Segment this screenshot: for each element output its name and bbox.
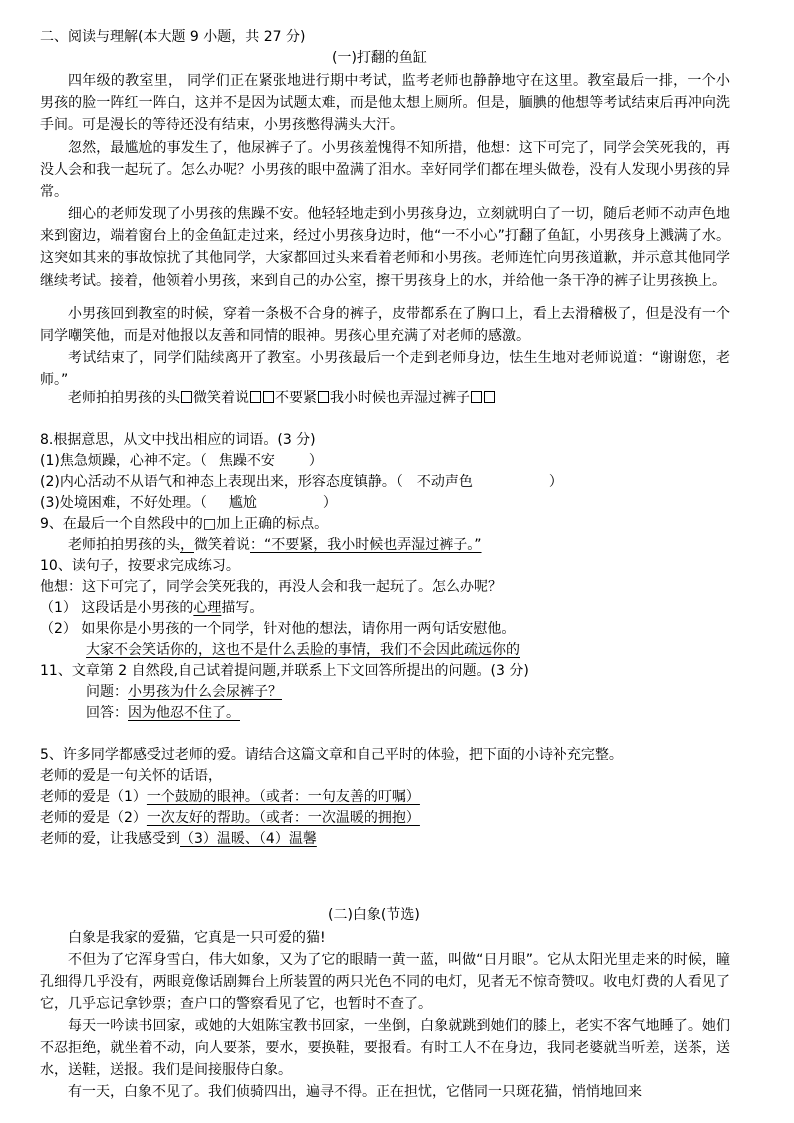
- passage2-paragraph: 有一天，白象不见了。我们侦骑四出，遍寻不得。正在担忧，它偕同一只斑花猫，悄悄地回来: [68, 1084, 642, 1100]
- q9-stem: 9、在最后一个自然段中的□加上正确的标点。: [40, 516, 329, 532]
- q5-line-1: 老师的爱是一句关怀的话语，: [40, 768, 222, 784]
- text-part: 老师拍拍男孩的头: [68, 537, 180, 553]
- q8-item-1: [40, 452, 323, 470]
- passage1-paragraph: 四年级的教室里， 同学们正在紧张地进行期中考试，监考老师也静静地守在这里。教室最后一排，一个小男孩的脸一阵红一阵白，这并不是因为试题太难，而是他太想上厕所。但是，腼腆的他想等考试结束后再冲向洗手间。可是漫长的等待还没有结束，小男孩憋得满头大汗。: [40, 73, 730, 134]
- q10-sub1: [40, 599, 263, 617]
- q8-close: ）: [322, 495, 337, 511]
- text-part: 我小时候也弄湿过裤子: [330, 390, 470, 406]
- passage2-paragraph: 不但为了它浑身雪白，伟大如象，又为了它的眼睛一黄一蓝，叫做“日月眼”。它从太阳光里走来的时候，瞳孔细得几乎没有，两眼竟像话剧舞台上所装置的两只光色不同的电灯，见者无不惊奇赞叹。收电灯费的人看见了它，几乎忘记拿钞票；查户口的警察看见了它，也暂时不查了。: [40, 952, 730, 1013]
- q8-item-3: [40, 494, 337, 512]
- q11-stem: 11、文章第 2 自然段,自己试着提问题,并联系上下文回答所提出的问题。(3 分): [40, 663, 529, 679]
- q8-item-2: [40, 473, 563, 491]
- q9-answer-mark: ，: [180, 537, 194, 553]
- passage2-paragraph: 每天一吟读书回家，或她的大姐陈宝教书回家，一坐倒，白象就跳到她们的膝上，老实不客气地睡了。她们不忍拒绝，就坐着不动，向人要茶，要水，要换鞋，要报看。有时工人不在身边，我同老婆就当听差，送茶，送水，送鞋，送报。我们是间接服侍白象。: [40, 1018, 730, 1079]
- text-part: 老师的爱，让我感受到: [40, 831, 180, 847]
- q8-close: ）: [308, 453, 323, 469]
- q8-stem: 8.根据意思，从文中找出相应的词语。(3 分): [40, 432, 316, 448]
- q5-line-2: [40, 788, 420, 806]
- q9-answer-line: [68, 536, 482, 554]
- q8-item-text: (1)焦急烦躁，心神不定。（: [40, 453, 207, 469]
- passage2-title: (二)白象(节选): [328, 907, 420, 923]
- q9-answer-quote: “不要紧，我小时候也弄湿过裤子。”: [264, 537, 482, 553]
- q10-stem: 10、读句子，按要求完成练习。: [40, 558, 240, 574]
- q8-item-text: (2)内心活动不从语气和神态上表现出来，形容态度镇静。（: [40, 474, 403, 490]
- blank-box: [263, 391, 274, 403]
- q10-sub1-answer: 心理: [193, 600, 222, 616]
- q11-question-text: 小男孩为什么会尿裤子？: [128, 684, 282, 700]
- label: 回答：: [86, 705, 128, 721]
- blank-box: [471, 391, 482, 403]
- text-part: 老师的爱是（2）: [40, 810, 147, 826]
- q10-sub2-answer: 大家不会笑话你的，这也不是什么丢脸的事情，我们不会因此疏远你的: [86, 642, 520, 658]
- passage1-paragraph: 考试结束了，同学们陆续离开了教室。小男孩最后一个走到老师身边，怯生生地对老师说道：“谢谢您，老师。”: [40, 350, 730, 389]
- q10-sub2: （2） 如果你是小男孩的一个同学，针对他的想法，请你用一两句话安慰他。: [40, 621, 516, 637]
- passage1-paragraph: 细心的老师发现了小男孩的焦躁不安。他轻轻地走到小男孩身边，立刻就明白了一切，随后老师不动声色地来到窗边，端着窗台上的金鱼缸走过来，经过小男孩身边时，他“一不小心”打翻了鱼缸，小男孩身上溅满了水。这突如其来的事故惊扰了其他同学，大家都回过头来看着老师和小男孩。老师连忙向男孩道歉，并示意其他同学继续考试。接着，他领着小男孩，来到自己的办公室，擦干男孩身上的水，并给他一条干净的裤子让男孩换上。: [40, 206, 730, 289]
- text-part: （1） 这段话是小男孩的: [40, 600, 194, 616]
- blank-box: [318, 391, 329, 403]
- passage1-title: (一)打翻的鱼缸: [332, 50, 427, 66]
- text-part: 不要紧: [275, 390, 317, 406]
- blank-box: [250, 391, 261, 403]
- q5-stem: 5、许多同学都感受过老师的爱。请结合这篇文章和自己平时的体验，把下面的小诗补充完整。: [40, 747, 623, 763]
- passage1-paragraph: 忽然，最尴尬的事发生了，他尿裤子了。小男孩羞愧得不知所措，他想：这下可完了，同学会笑死我的，再没人会和我一起玩了。怎么办呢？小男孩的眼中盈满了泪水。幸好同学们都在埋头做卷，没有人发现小男孩的异常。: [40, 140, 730, 201]
- q11-question: [86, 683, 282, 701]
- passage1-last-line: [68, 389, 496, 407]
- q5-answer: （3）温暖、（4）温馨: [180, 831, 317, 847]
- q10-sentence: 他想：这下可完了，同学会笑死我的，再没人会和我一起玩了。怎么办呢？: [40, 579, 502, 595]
- text-part: 老师拍拍男孩的头: [68, 390, 180, 406]
- section-header: 二、阅读与理解(本大题 9 小题，共 27 分): [40, 29, 306, 45]
- q5-answer: 一次友好的帮助。（或者：一次温暖的拥抱）: [146, 810, 420, 826]
- text-part: 老师的爱是（1）: [40, 789, 147, 805]
- q9-answer-mark: ：: [250, 537, 264, 553]
- q8-close: ）: [548, 474, 563, 490]
- text-part: 描写。: [221, 600, 264, 616]
- q8-answer: 不动声色: [416, 474, 473, 490]
- blank-box: [484, 391, 495, 403]
- passage2-paragraph: 白象是我家的爱猫，它真是一只可爱的猫!: [68, 930, 326, 946]
- q5-line-4: [40, 830, 317, 848]
- q8-item-text: (3)处境困难，不好处理。（: [40, 495, 207, 511]
- q8-answer: 尴尬: [228, 495, 257, 511]
- q5-line-3: [40, 809, 420, 827]
- q11-answer: [86, 704, 240, 722]
- text-part: 微笑着说: [193, 390, 249, 406]
- q8-answer: 焦躁不安: [218, 453, 275, 469]
- q11-answer-text: 因为他忍不住了。: [128, 705, 240, 721]
- blank-box: [181, 391, 192, 403]
- passage1-paragraph: 小男孩回到教室的时候，穿着一条极不合身的裤子，皮带都系在了胸口上，看上去滑稽极了，但是没有一个同学嘲笑他，而是对他报以友善和同情的眼神。男孩心里充满了对老师的感激。: [40, 306, 730, 345]
- label: 问题：: [86, 684, 128, 700]
- text-part: 微笑着说: [194, 537, 250, 553]
- q5-answer: 一个鼓励的眼神。（或者：一句友善的叮嘱）: [146, 789, 420, 805]
